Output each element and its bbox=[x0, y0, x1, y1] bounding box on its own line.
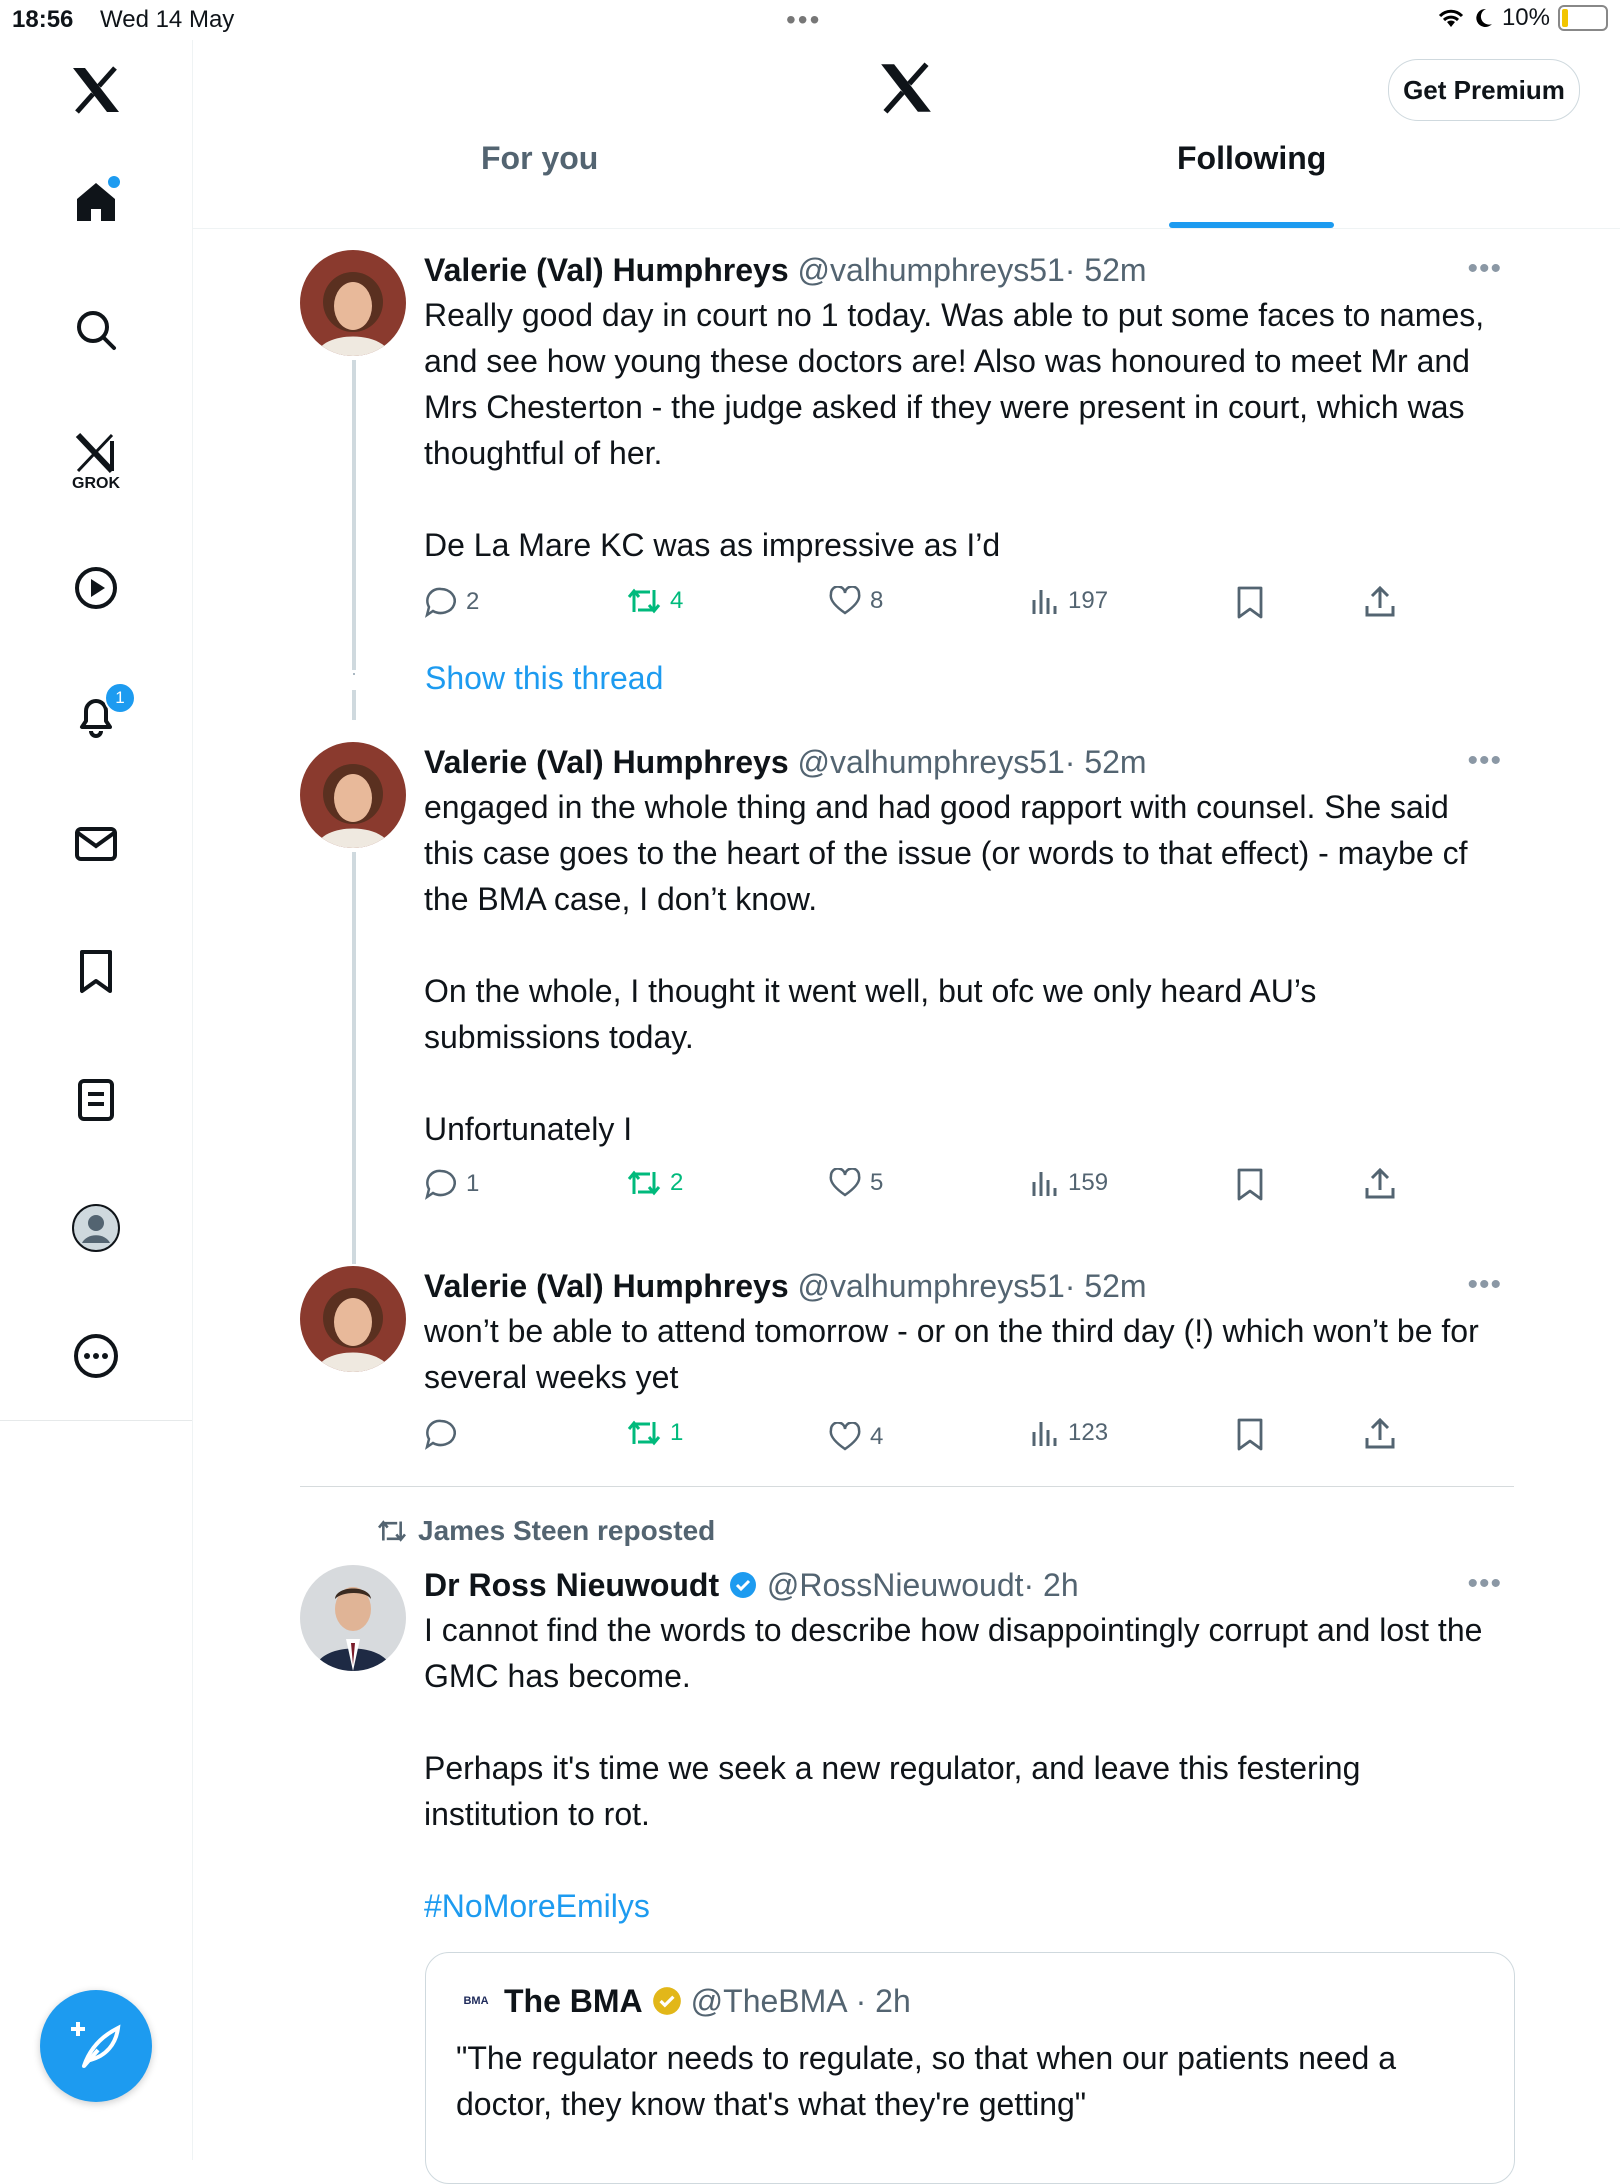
status-bar bbox=[0, 0, 1620, 40]
share-icon bbox=[1364, 1418, 1396, 1450]
more-options-icon[interactable]: ••• bbox=[1467, 252, 1502, 285]
home-icon[interactable] bbox=[66, 172, 126, 232]
battery-percent: 10% bbox=[1501, 4, 1550, 31]
get-premium-button[interactable]: Get Premium bbox=[1388, 59, 1580, 121]
status-time: 18:56 bbox=[12, 6, 74, 33]
wifi-icon bbox=[1436, 6, 1466, 30]
author-name[interactable]: Valerie (Val) Humphreys bbox=[424, 744, 789, 780]
heart-icon bbox=[828, 1168, 862, 1198]
bookmark-button[interactable] bbox=[1236, 1168, 1264, 1202]
views-chart-icon bbox=[1030, 586, 1060, 616]
bma-logo: BMA bbox=[463, 1995, 489, 2007]
bookmark-icon bbox=[1236, 586, 1264, 620]
reply-button[interactable] bbox=[424, 1418, 466, 1450]
views-button[interactable] bbox=[1030, 1168, 1108, 1198]
author-handle[interactable]: @RossNieuwoudt bbox=[766, 1567, 1024, 1603]
view-count: 159 bbox=[1068, 1169, 1109, 1196]
grok-label: GROK bbox=[72, 475, 120, 492]
like-button[interactable] bbox=[828, 1422, 883, 1452]
reply-icon bbox=[424, 1168, 458, 1200]
bookmark-button[interactable] bbox=[1236, 1418, 1264, 1452]
avatar[interactable] bbox=[300, 1565, 406, 1671]
reply-button[interactable] bbox=[424, 586, 479, 618]
share-icon bbox=[1364, 586, 1396, 618]
avatar[interactable] bbox=[300, 1266, 406, 1372]
more-options-icon[interactable]: ••• bbox=[1467, 1567, 1502, 1600]
like-button[interactable] bbox=[828, 586, 883, 616]
quoted-author-handle[interactable]: @TheBMA bbox=[690, 1982, 848, 2019]
moon-icon bbox=[1474, 7, 1494, 29]
repost-button[interactable] bbox=[626, 586, 683, 616]
tab-for-you-label: For you bbox=[481, 140, 599, 176]
notifications-badge: 1 bbox=[104, 682, 136, 714]
repost-icon bbox=[626, 586, 662, 616]
repost-icon bbox=[376, 1518, 408, 1544]
hashtag-link[interactable]: #NoMoreEmilys bbox=[424, 1888, 650, 1924]
more-options-icon[interactable]: ••• bbox=[1467, 1268, 1502, 1301]
bookmark-icon bbox=[1236, 1418, 1264, 1452]
avatar[interactable] bbox=[300, 250, 406, 356]
verified-badge-icon bbox=[728, 1570, 758, 1600]
author-name[interactable]: Valerie (Val) Humphreys bbox=[424, 252, 789, 288]
like-button[interactable] bbox=[828, 1168, 883, 1198]
views-chart-icon bbox=[1030, 1168, 1060, 1198]
share-icon bbox=[1364, 1168, 1396, 1200]
like-count: 8 bbox=[870, 587, 884, 614]
quoted-tweet-text: "The regulator needs to regulate, so that when our patients need a doctor, they know that's what they're getting" bbox=[456, 2040, 1396, 2122]
thread-connector-line bbox=[352, 852, 356, 1264]
repost-button[interactable] bbox=[626, 1418, 683, 1448]
reply-count: 2 bbox=[466, 588, 480, 615]
repost-button[interactable] bbox=[626, 1168, 683, 1198]
heart-icon bbox=[828, 1422, 862, 1452]
share-button[interactable] bbox=[1364, 586, 1396, 618]
profile-avatar-icon[interactable] bbox=[66, 1198, 126, 1258]
avatar[interactable] bbox=[300, 742, 406, 848]
battery-icon bbox=[1558, 5, 1608, 31]
repost-count: 4 bbox=[670, 587, 684, 614]
like-count: 4 bbox=[870, 1423, 884, 1450]
views-button[interactable] bbox=[1030, 586, 1108, 616]
bookmark-icon bbox=[1236, 1168, 1264, 1202]
quoted-author-name[interactable]: The BMA bbox=[504, 1982, 643, 2019]
repost-count: 2 bbox=[670, 1169, 684, 1196]
author-handle[interactable]: @valhumphreys51 bbox=[797, 252, 1065, 288]
active-tab-indicator bbox=[1169, 222, 1334, 228]
author-name[interactable]: Valerie (Val) Humphreys bbox=[424, 1268, 789, 1304]
more-options-icon[interactable] bbox=[66, 1326, 126, 1386]
author-handle[interactable]: @valhumphreys51 bbox=[797, 744, 1065, 780]
messages-envelope-icon[interactable] bbox=[66, 814, 126, 874]
quoted-tweet-card[interactable] bbox=[425, 1952, 1515, 2184]
author-handle[interactable]: @valhumphreys51 bbox=[797, 1268, 1065, 1304]
tweet-actions bbox=[424, 1418, 1424, 1458]
sidebar-nav bbox=[0, 40, 193, 2160]
tab-following-label: Following bbox=[1177, 140, 1327, 176]
post-time[interactable]: · 52m bbox=[1064, 1268, 1147, 1304]
tab-following[interactable] bbox=[1177, 140, 1326, 228]
views-chart-icon bbox=[1030, 1418, 1060, 1448]
bookmarks-icon[interactable] bbox=[66, 942, 126, 1002]
x-center-logo-icon bbox=[879, 62, 933, 119]
like-count: 5 bbox=[870, 1169, 884, 1196]
multitask-dots-icon[interactable]: ••• bbox=[786, 4, 822, 35]
tweet-actions bbox=[424, 1168, 1424, 1208]
grok-icon[interactable] bbox=[66, 422, 126, 502]
gold-verified-badge-icon bbox=[651, 1985, 683, 2017]
thread-gap-dots bbox=[353, 673, 355, 675]
view-count: 123 bbox=[1068, 1419, 1109, 1446]
quoted-post-time: · 2h bbox=[855, 1982, 911, 2019]
home-unread-dot bbox=[106, 174, 122, 190]
reply-button[interactable] bbox=[424, 1168, 479, 1200]
status-date: Wed 14 May bbox=[100, 6, 235, 33]
repost-label-text: James Steen reposted bbox=[418, 1515, 716, 1546]
video-play-icon[interactable] bbox=[66, 558, 126, 618]
thread-connector-line bbox=[352, 690, 356, 720]
tab-for-you[interactable] bbox=[481, 140, 598, 228]
views-button[interactable] bbox=[1030, 1418, 1108, 1448]
x-logo-icon[interactable] bbox=[66, 60, 126, 120]
tweet-text: engaged in the whole thing and had good rapport with counsel. She said this case goes to the heart of the issue (or words to that effect) - maybe cf the BMA case, I don’t know. On the whole, I thought it went well, but ofc we only heard AU’s submissions today. Unfortunately I bbox=[424, 789, 1468, 1147]
more-options-icon[interactable]: ••• bbox=[1467, 744, 1502, 777]
author-name[interactable]: Dr Ross Nieuwoudt bbox=[424, 1567, 720, 1603]
top-header bbox=[193, 40, 1620, 229]
compose-post-button[interactable] bbox=[40, 1990, 152, 2102]
repost-icon bbox=[626, 1418, 662, 1448]
show-thread-link[interactable]: Show this thread bbox=[425, 660, 664, 696]
repost-count: 1 bbox=[670, 1419, 684, 1446]
reply-count: 1 bbox=[466, 1170, 480, 1197]
share-button[interactable] bbox=[1364, 1418, 1396, 1450]
bookmark-button[interactable] bbox=[1236, 586, 1264, 620]
tweet-text: Really good day in court no 1 today. Was able to put some faces to names, and see how young these doctors are! Also was honoured to meet Mr and Mrs Chesterton - the judge asked if they were present in court, which was thoughtful of her. De La Mare KC was as impressive as I’d bbox=[424, 297, 1485, 563]
repost-icon bbox=[626, 1168, 662, 1198]
tweet-actions bbox=[424, 586, 1424, 626]
repost-label[interactable] bbox=[376, 1515, 715, 1547]
lists-icon[interactable] bbox=[66, 1070, 126, 1130]
reply-icon bbox=[424, 1418, 458, 1450]
post-time[interactable]: · 52m bbox=[1064, 252, 1147, 288]
post-time[interactable]: · 52m bbox=[1064, 744, 1147, 780]
feather-plus-icon bbox=[68, 2018, 124, 2074]
sidebar-divider bbox=[0, 1420, 192, 1421]
tweet-separator bbox=[300, 1486, 1514, 1487]
view-count: 197 bbox=[1068, 587, 1109, 614]
search-icon[interactable] bbox=[66, 300, 126, 360]
heart-icon bbox=[828, 586, 862, 616]
reply-icon bbox=[424, 586, 458, 618]
post-time[interactable]: · 2h bbox=[1023, 1567, 1079, 1603]
share-button[interactable] bbox=[1364, 1168, 1396, 1200]
tweet-text: won’t be able to attend tomorrow - or on the third day (!) which won’t be for several weeks yet bbox=[424, 1313, 1488, 1395]
tweet-text: I cannot find the words to describe how disappointingly corrupt and lost the GMC has become. Perhaps it's time we seek a new regulator, and leave this festering institution to rot. bbox=[424, 1612, 1483, 1832]
thread-connector-line bbox=[352, 360, 356, 670]
notifications-bell-icon[interactable] bbox=[66, 686, 126, 746]
